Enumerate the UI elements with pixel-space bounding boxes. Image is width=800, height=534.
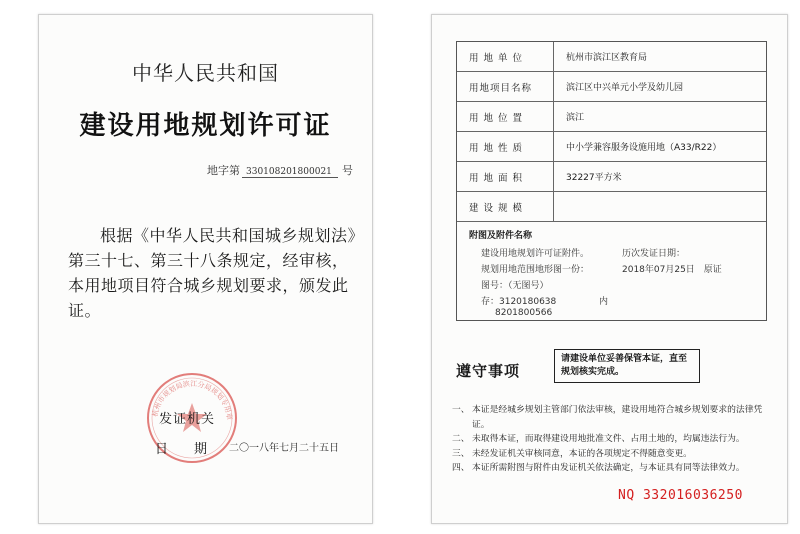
field-label: 用 地 性 质	[457, 132, 554, 161]
rule-number: 一、	[452, 405, 470, 415]
certificate-body-text: 根据《中华人民共和国城乡规划法》第三十七、第三十八条规定，经审核，本用地项目符合城乡规划要求，颁发此证。	[68, 226, 357, 320]
field-label: 用地项目名称	[457, 72, 554, 101]
rules-list	[452, 403, 778, 476]
attachment-line: 内	[599, 297, 609, 307]
table-row	[457, 102, 766, 132]
attachments-section	[457, 222, 766, 320]
list-item	[452, 461, 778, 476]
table-row	[457, 42, 766, 72]
number-prefix: 地字第	[207, 164, 240, 177]
table-row	[457, 132, 766, 162]
field-value: 32227平方米	[566, 173, 622, 183]
field-label: 用 地 位 置	[457, 102, 554, 131]
obey-items-title: 遵守事项	[456, 362, 521, 380]
rule-number: 四、	[452, 463, 470, 473]
field-value: 杭州市滨江区教育局	[566, 53, 648, 63]
svg-text:杭州市规划局滨江分局规划专用章: 杭州市规划局滨江分局规划专用章	[151, 379, 234, 421]
field-label: 用 地 单 位	[457, 42, 554, 71]
field-label: 用 地 面 积	[457, 162, 554, 191]
field-value: 滨江区中兴单元小学及幼儿园	[566, 83, 684, 93]
issue-history-label: 历次发证日期：	[622, 249, 686, 259]
list-item	[452, 447, 778, 462]
attachments-title: 附图及附件名称	[469, 231, 533, 241]
certificate-title: 建设用地规划许可证	[79, 111, 332, 141]
rule-text: 未经发证机关审核同意，本证的各项规定不得随意变更。	[472, 448, 692, 459]
land-info-table	[456, 41, 767, 321]
attachment-line: 建设用地规划许可证附件。	[481, 249, 590, 259]
certificate-cover-page	[38, 14, 373, 524]
issuing-authority-label: 发证机关	[159, 412, 216, 427]
list-item	[452, 432, 778, 447]
attachment-line: 8201800566	[495, 308, 553, 318]
rule-text: 未取得本证，而取得建设用地批准文件、占用土地的，均属违法行为。	[472, 434, 745, 444]
rule-text: 本证所需附图与附件由发证机关依法确定，与本证具有同等法律效力。	[472, 463, 745, 473]
issue-history-entry: 2018年07月25日 原证	[622, 265, 722, 275]
field-value: 滨江	[566, 113, 585, 123]
issue-date-label: 日 期	[155, 442, 208, 457]
list-item	[452, 403, 778, 432]
table-row	[457, 72, 766, 102]
issue-date-value: 二〇一八年七月二十五日	[229, 443, 339, 454]
field-value: 中小学兼容服务设施用地（A33/R22）	[566, 143, 722, 153]
table-row	[457, 192, 766, 222]
rule-number: 三、	[452, 448, 470, 459]
attachment-line: 图号：（无图号）	[481, 281, 549, 291]
field-label: 建 设 规 模	[457, 192, 554, 221]
country-name: 中华人民共和国	[132, 61, 279, 85]
safekeeping-notice: 请建设单位妥善保管本证，直至规划核实完成。	[554, 349, 700, 383]
serial-number: NQ 332016036250	[618, 488, 743, 503]
table-row	[457, 162, 766, 192]
attachment-line: 存：3120180638	[481, 297, 557, 307]
number-value: 330108201800021	[242, 167, 338, 178]
rule-number: 二、	[452, 434, 470, 444]
certificate-detail-page	[431, 14, 788, 524]
certificate-number	[207, 162, 353, 178]
attachment-line: 规划用地范围地形图一份：	[481, 265, 590, 275]
field-value	[554, 192, 766, 221]
number-suffix: 号	[342, 164, 353, 177]
rule-text: 本证是经城乡规划主管部门依法审核，建设用地符合城乡规划要求的法律凭证。	[472, 405, 763, 430]
